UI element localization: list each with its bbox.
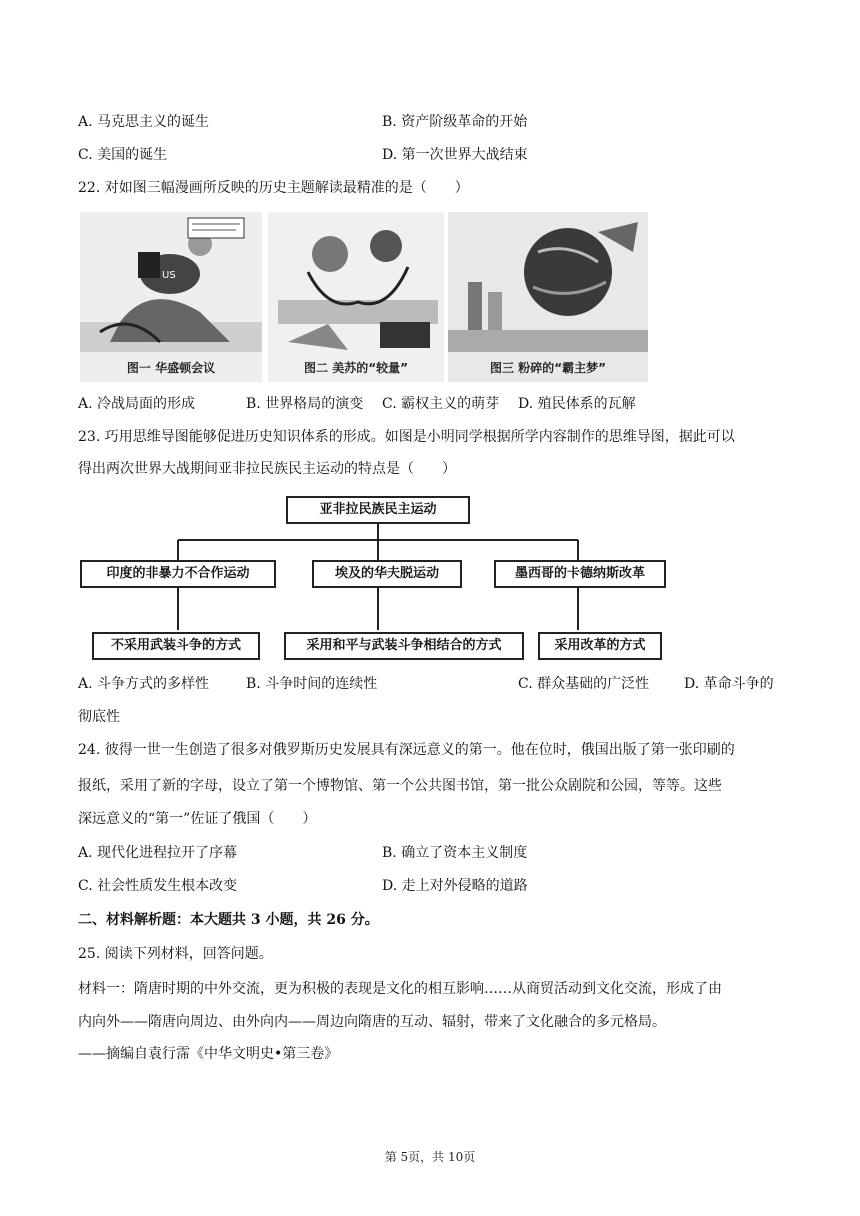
q22-option-a: A. 冷战局面的形成 bbox=[78, 396, 196, 412]
q21-option-a: A. 马克思主义的诞生 bbox=[78, 114, 210, 130]
q24-option-c: C. 社会性质发生根本改变 bbox=[78, 878, 238, 894]
q25-material1-line2: 内向外——隋唐向周边、由外向内——周边向隋唐的互动、辐射，带来了文化融合的多元格局。 bbox=[78, 1014, 666, 1030]
mind-map-reform: 采用改革的方式 bbox=[538, 632, 662, 660]
q22-option-c: C. 霸权主义的萌芽 bbox=[382, 396, 500, 412]
q23-option-a: A. 斗争方式的多样性 bbox=[78, 676, 210, 692]
cartoon-shattered-hegemony bbox=[448, 212, 648, 382]
q22-option-d: D. 殖民体系的瓦解 bbox=[518, 396, 636, 412]
q21-option-b: B. 资产阶级革命的开始 bbox=[382, 114, 528, 130]
q21-option-c: C. 美国的诞生 bbox=[78, 147, 168, 163]
q22-cartoon-strip bbox=[80, 212, 648, 382]
q24-option-b: B. 确立了资本主义制度 bbox=[382, 845, 528, 861]
q22-option-b: B. 世界格局的演变 bbox=[246, 396, 364, 412]
q24-line1: 24. 彼得一世一生创造了很多对俄罗斯历史发展具有深远意义的第一。他在位时，俄国出版了第一张印刷的 bbox=[78, 742, 735, 758]
mind-map-no-armed-struggle: 不采用武装斗争的方式 bbox=[92, 632, 260, 660]
cartoon-1-drawing bbox=[80, 212, 262, 382]
page-footer: 第 5页，共 10页 bbox=[384, 1150, 476, 1164]
q24-line2: 报纸，采用了新的字母，设立了第一个博物馆、第一个公共图书馆，第一批公众剧院和公园，等等。这些 bbox=[78, 778, 722, 794]
caption-2: 图二 美苏的“较量” bbox=[304, 361, 408, 375]
q23-stem-line1: 23. 巧用思维导图能够促进历史知识体系的形成。如图是小明同学根据所学内容制作的思维导图，据此可以 bbox=[78, 429, 735, 445]
mind-map-root: 亚非拉民族民主运动 bbox=[286, 496, 470, 524]
q24-option-d: D. 走上对外侵略的道路 bbox=[382, 878, 528, 894]
section-2-heading: 二、材料解析题：本大题共 3 小题，共 26 分。 bbox=[78, 912, 379, 928]
svg-text:US: US bbox=[162, 270, 176, 281]
caption-3: 图三 粉碎的“霸主梦” bbox=[490, 361, 606, 375]
mind-map-peace-and-armed: 采用和平与武装斗争相结合的方式 bbox=[284, 632, 524, 660]
q25-stem: 25. 阅读下列材料，回答问题。 bbox=[78, 946, 273, 962]
q23-option-d-wrap: 彻底性 bbox=[78, 709, 120, 725]
cartoon-2-drawing bbox=[268, 212, 444, 382]
q23-option-b: B. 斗争时间的连续性 bbox=[246, 676, 378, 692]
q24-option-a: A. 现代化进程拉开了序幕 bbox=[78, 845, 238, 861]
cartoon-3-drawing bbox=[448, 212, 648, 382]
q25-material1-line1: 材料一：隋唐时期的中外交流，更为积极的表现是文化的相互影响……从商贸活动到文化交流，形成了由 bbox=[78, 981, 722, 997]
q23-stem-line2: 得出两次世界大战期间亚非拉民族民主运动的特点是（ ） bbox=[78, 461, 456, 477]
mind-map-egypt: 埃及的华夫脱运动 bbox=[312, 560, 462, 588]
q22-stem: 22. 对如图三幅漫画所反映的历史主题解读最精准的是（ ） bbox=[78, 180, 469, 196]
cartoon-us-soviet-contest bbox=[268, 212, 444, 382]
q21-option-d: D. 第一次世界大战结束 bbox=[382, 147, 528, 163]
caption-1: 图一 华盛顿会议 bbox=[126, 361, 216, 375]
q23-option-c: C. 群众基础的广泛性 bbox=[518, 676, 650, 692]
mind-map-india: 印度的非暴力不合作运动 bbox=[80, 560, 276, 588]
cartoon-washington-conference bbox=[80, 212, 262, 382]
q23-mind-map bbox=[80, 494, 664, 664]
mind-map-mexico: 墨西哥的卡德纳斯改革 bbox=[494, 560, 666, 588]
q23-option-d: D. 革命斗争的 bbox=[684, 676, 774, 692]
q25-source: ——摘编自袁行霈《中华文明史•第三卷》 bbox=[78, 1046, 339, 1062]
q24-line3: 深远意义的“第一”佐证了俄国（ ） bbox=[78, 811, 317, 827]
